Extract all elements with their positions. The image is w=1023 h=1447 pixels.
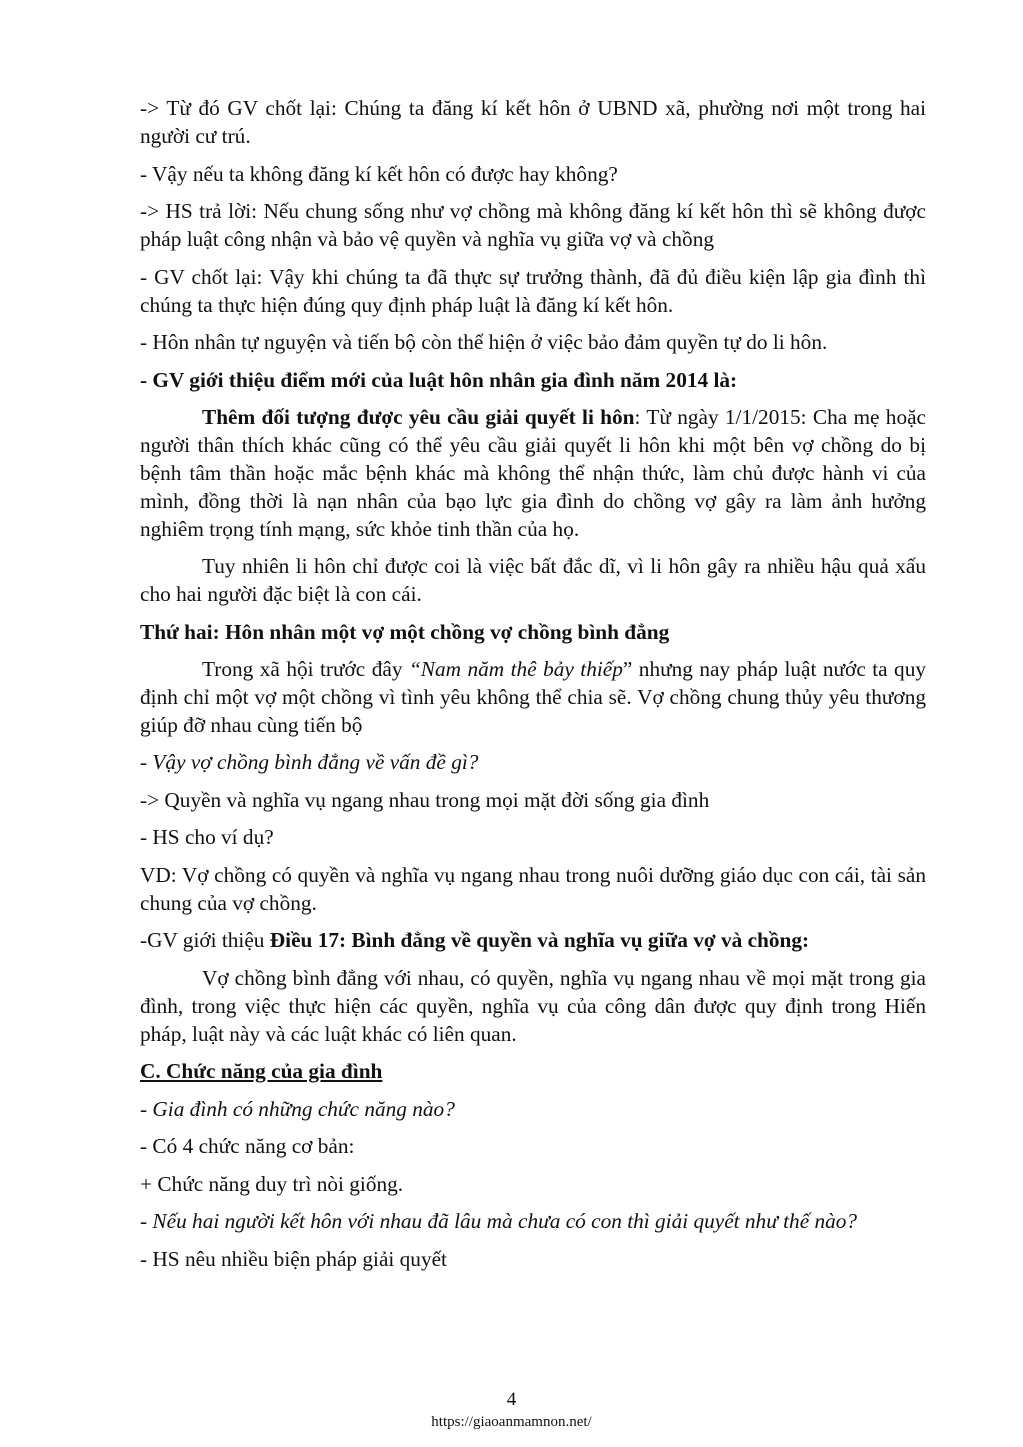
new-point-title: Thêm đối tượng được yêu cầu giải quyết li hôn — [202, 405, 635, 429]
page-number: 4 — [506, 1389, 517, 1410]
monogamy-quote: “Nam năm thê bảy thiếp — [408, 657, 623, 681]
new-point-text: : Từ ngày 1/1/2015: Cha mẹ hoặc người thân thích khác cũng có thể yêu cầu giải quyết li hôn khi một bên vợ chồng do bị bệnh tâm thần hoặc mắc bệnh khác mà không thể nhận thức, làm chủ được hành vi của mình, đồng thời là nạn nhân của bạo lực gia đình do chồng vợ gây ra làm ảnh hưởng nghiêm trọng tính mạng, sức khỏe tinh thần của họ. — [140, 405, 926, 541]
document-body — [140, 94, 926, 1282]
functions-question: - Gia đình có những chức năng nào? — [140, 1096, 455, 1121]
paragraph: - Vậy nếu ta không đăng kí kết hôn có được hay không? — [140, 161, 618, 186]
article-title: Điều 17: Bình đẳng về quyền và nghĩa vụ giữa vợ và chồng: — [269, 928, 810, 952]
article-pre: -GV giới thiệu — [140, 928, 270, 952]
childless-question: - Nếu hai người kết hôn với nhau đã lâu mà chưa có con thì giải quyết như thế nào? — [140, 1209, 858, 1233]
childless-answer: - HS nêu nhiều biện pháp giải quyết — [140, 1246, 447, 1271]
section-c-heading: C. Chức năng của gia đình — [140, 1059, 383, 1083]
paragraph: - GV chốt lại: Vậy khi chúng ta đã thực sự trưởng thành, đã đủ điều kiện lập gia đình thì chúng ta thực hiện đúng quy định pháp luật là đăng kí kết hôn. — [140, 264, 926, 317]
divorce-note: Tuy nhiên li hôn chỉ được coi là việc bất đắc dĩ, vì li hôn gây ra nhiều hậu quả xấu cho hai người đặc biệt là con cái. — [140, 554, 926, 606]
new-law-heading: - GV giới thiệu điểm mới của luật hôn nhân gia đình năm 2014 là: — [140, 367, 738, 392]
footer-url: https://giaoanmamnon.net/ — [431, 1414, 592, 1430]
monogamy-pre: Trong xã hội trước đây — [202, 657, 409, 681]
functions-answer: - Có 4 chức năng cơ bản: — [140, 1134, 355, 1158]
function-item: + Chức năng duy trì nòi giống. — [140, 1171, 404, 1196]
second-heading: Thứ hai: Hôn nhân một vợ một chồng vợ chồng bình đẳng — [140, 619, 670, 644]
monogamy-paragraph — [140, 655, 926, 739]
equality-answer: -> Quyền và nghĩa vụ ngang nhau trong mọi mặt đời sống gia đình — [140, 787, 710, 812]
new-point-paragraph — [140, 403, 926, 543]
equality-question: - Vậy vợ chồng bình đẳng về vấn đề gì? — [140, 750, 479, 774]
example-prompt: - HS cho ví dụ? — [140, 825, 274, 849]
paragraph: - Hôn nhân tự nguyện và tiến bộ còn thể hiện ở việc bảo đảm quyền tự do li hôn. — [140, 330, 828, 354]
paragraph: -> HS trả lời: Nếu chung sống như vợ chồng mà không đăng kí kết hôn thì sẽ không được pháp luật công nhận và bảo vệ quyền và nghĩa vụ giữa vợ và chồng — [140, 199, 926, 251]
example: VD: Vợ chồng có quyền và nghĩa vụ ngang nhau trong nuôi dưỡng giáo dục con cái, tài sản chung của vợ chồng. — [140, 862, 926, 915]
article-text: Vợ chồng bình đẳng với nhau, có quyền, nghĩa vụ ngang nhau về mọi mặt trong gia đình, trong việc thực hiện các quyền, nghĩa vụ của công dân được quy định trong Hiến pháp, luật này và các luật khác có liên quan. — [140, 965, 926, 1046]
paragraph: -> Từ đó GV chốt lại: Chúng ta đăng kí kết hôn ở UBND xã, phường nơi một trong hai người cư trú. — [140, 96, 926, 148]
monogamy-post: ” nhưng nay pháp luật nước ta quy định chỉ một vợ một chồng vì tình yêu không thể chia sẽ. Vợ chồng chung thủy yêu thương giúp đỡ nhau cùng tiến bộ — [140, 657, 927, 737]
article-intro — [140, 926, 926, 954]
